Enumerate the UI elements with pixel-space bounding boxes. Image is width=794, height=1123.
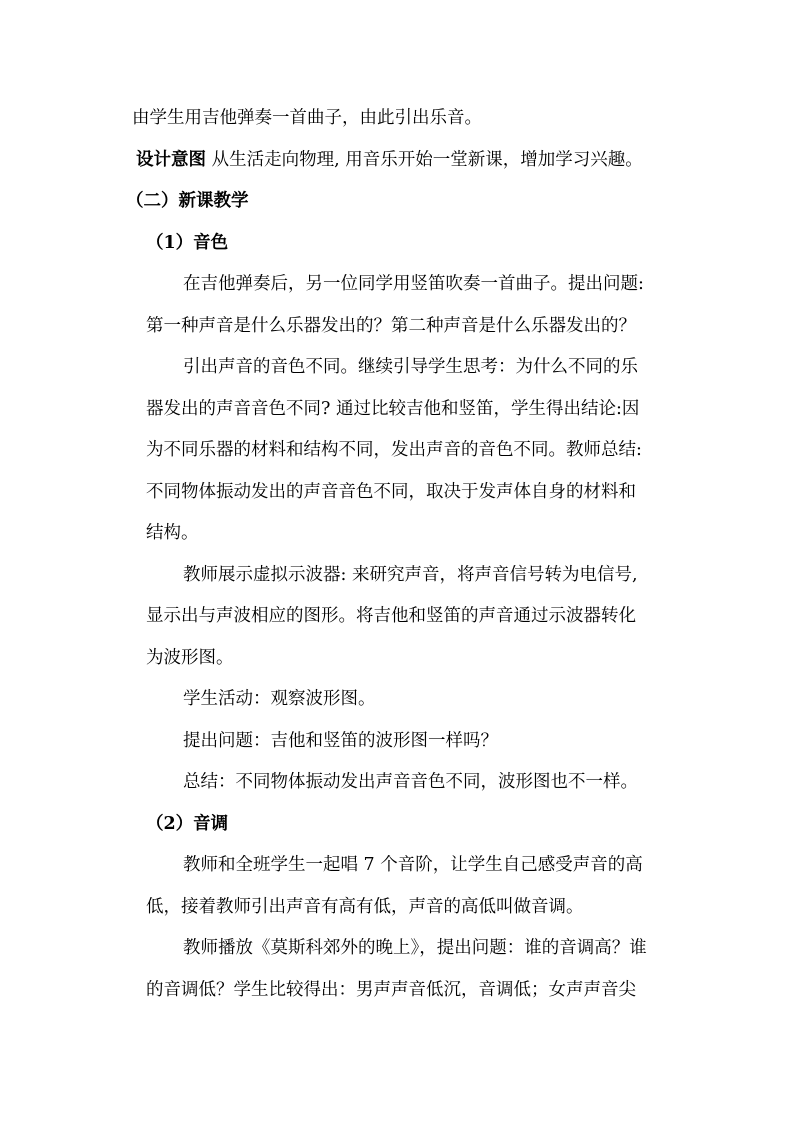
paragraph-line: 总结：不同物体振动发出声音音色不同，波形图也不一样。: [183, 772, 638, 792]
paragraph-line: 提出问题：吉他和竖笛的波形图一样吗？: [183, 731, 498, 751]
paragraph-line: 引出声音的音色不同。继续引导学生思考：为什么不同的乐: [183, 357, 638, 377]
paragraph-line: 不同物体振动发出的声音音色不同，取决于发声体自身的材料和: [146, 482, 636, 502]
paragraph-line: 第一种声音是什么乐器发出的？第二种声音是什么乐器发出的？: [146, 316, 636, 336]
paragraph-intro: 由学生用吉他弹奏一首曲子，由此引出乐音。: [132, 108, 482, 128]
paragraph-line: 教师展示虚拟示波器: 来研究声音，将声音信号转为电信号,: [183, 565, 638, 585]
paragraph-line: 教师播放《莫斯科郊外的晚上》，提出问题：谁的音调高？谁: [183, 938, 647, 958]
paragraph-line: 显示出与声波相应的图形。将吉他和竖笛的声音通过示波器转化: [146, 606, 636, 626]
paragraph-line: 结构。: [146, 523, 199, 543]
paragraph-line: 为不同乐器的材料和结构不同，发出声音的音色不同。教师总结:: [146, 440, 642, 460]
subsection-heading-pitch: （2）音调: [146, 814, 229, 834]
section-heading-new-lesson: （二）新课教学: [126, 191, 249, 211]
paragraph-line: 器发出的声音音色不同? 通过比较吉他和竖笛，学生得出结论:因: [146, 399, 640, 419]
paragraph-line: 在吉他弹奏后，另一位同学用竖笛吹奏一首曲子。提出问题:: [183, 274, 644, 294]
design-intent-line: [136, 149, 643, 171]
paragraph-line: 低，接着教师引出声音有高有低，声音的高低叫做音调。: [146, 897, 584, 917]
paragraph-line: 的音调低？学生比较得出：男声声音低沉，音调低；女声声音尖: [146, 980, 636, 1000]
design-intent-text: 从生活走向物理, 用音乐开始一堂新课，增加学习兴趣。: [211, 150, 643, 170]
design-intent-label: 设计意图: [136, 150, 206, 170]
paragraph-line: 教师和全班学生一起唱 7 个音阶，让学生自己感受声音的高: [183, 855, 643, 875]
paragraph-line: 学生活动：观察波形图。: [183, 689, 376, 709]
subsection-heading-timbre: （1）音色: [146, 233, 229, 253]
paragraph-line: 为波形图。: [146, 648, 234, 668]
